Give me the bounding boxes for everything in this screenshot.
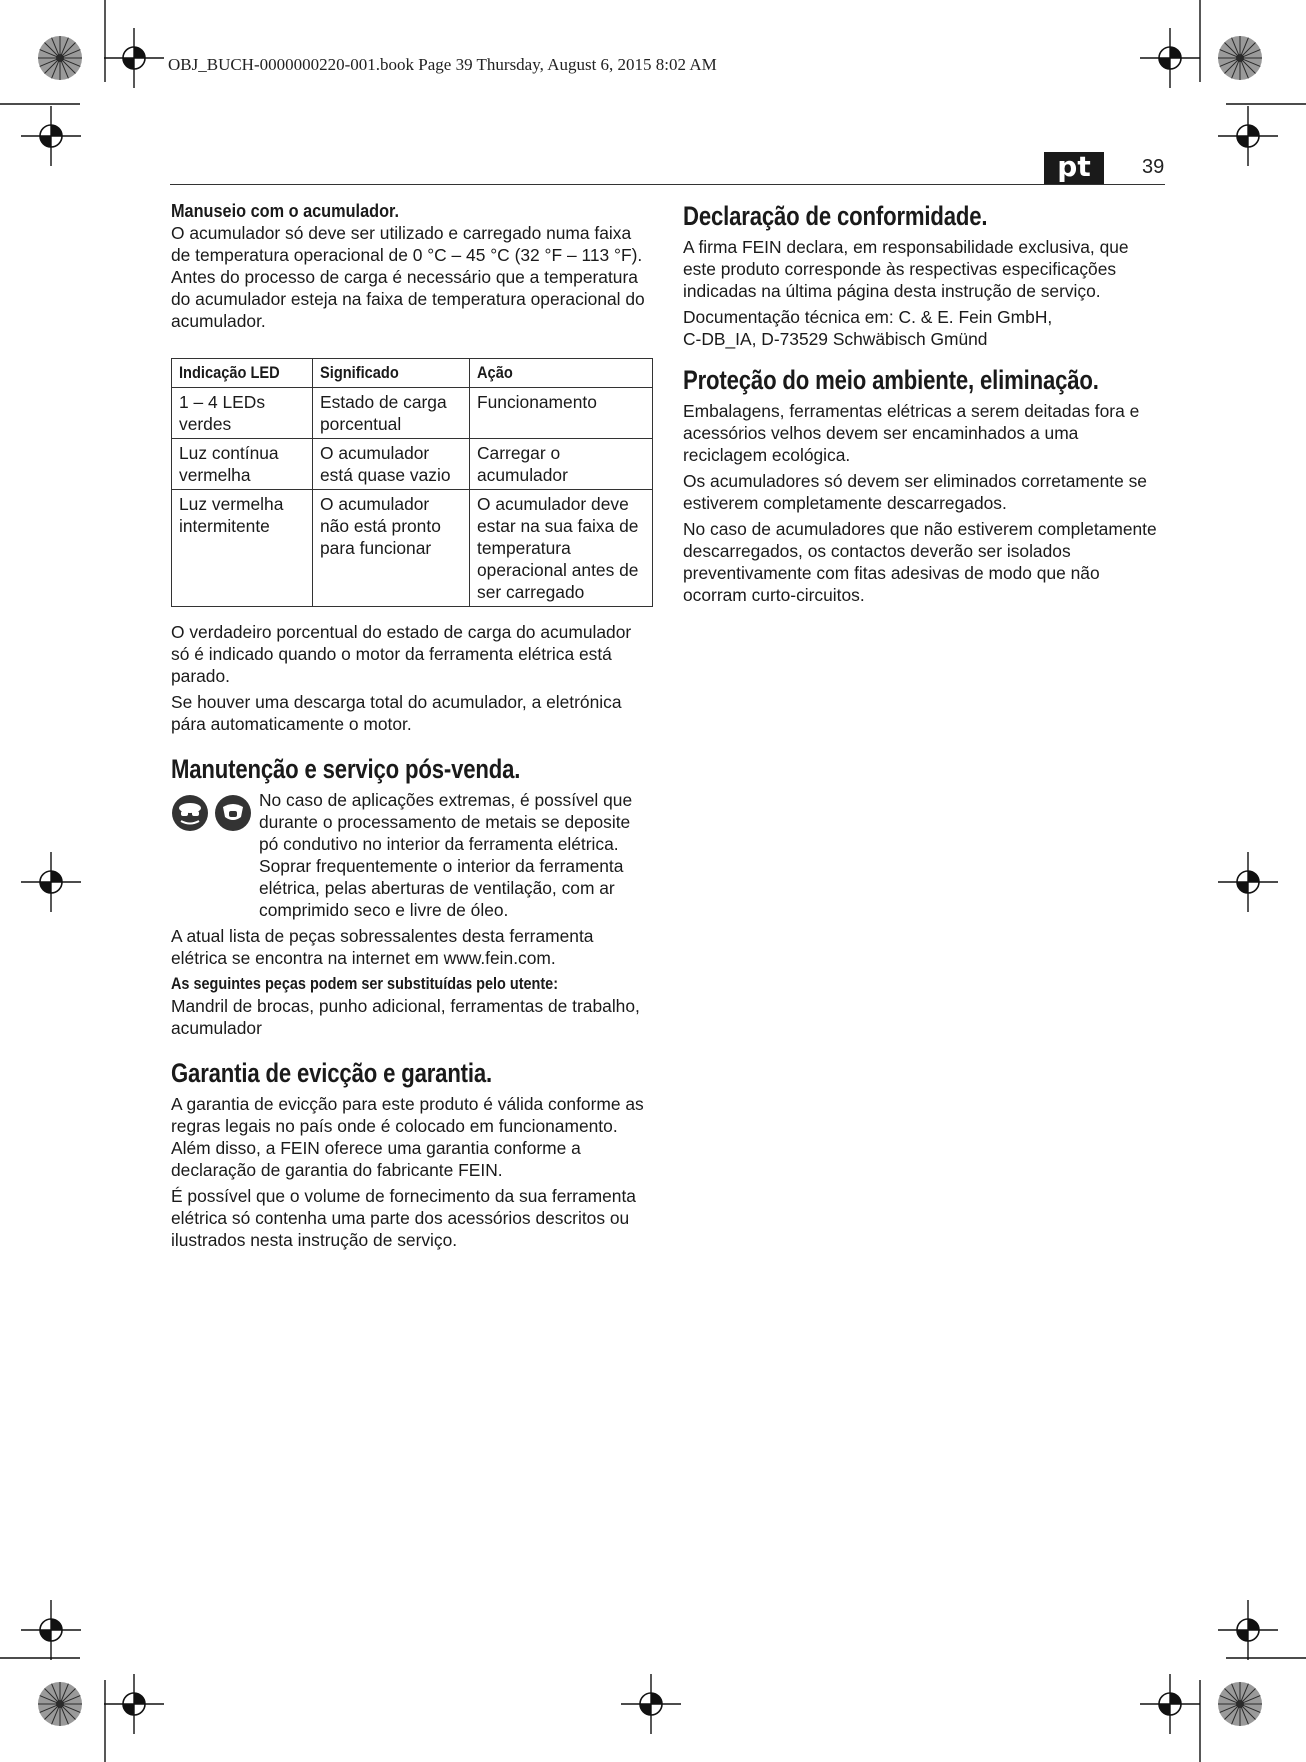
charge-state-note: O verdadeiro porcentual do estado de carga do acumulador só é indicado quando o motor da ferramenta elétrica está parado. <box>171 622 632 686</box>
maintenance-paragraph: No caso de aplicações extremas, é possível que durante o processamento de metais se deposite pó condutivo no interior da ferramenta elétrica. Soprar frequentemente o interior da ferramenta elétrica, pelas aberturas de ventilação, com ar comprimido seco e livre de óleo. <box>259 790 633 920</box>
table-cell: O acumulador não está pronto para funcionar <box>313 490 470 607</box>
table-cell: O acumulador está quase vazio <box>313 439 470 490</box>
table-cell: Funcionamento <box>470 388 653 439</box>
warranty-heading: Garantia de evicção e garantia. <box>171 1058 493 1088</box>
table-header-row <box>172 359 653 388</box>
replaceable-parts-heading: As seguintes peças podem ser substituídas pelo utente: <box>171 974 559 993</box>
eye-protection-icon <box>172 795 208 831</box>
left-column <box>171 200 654 1255</box>
right-column <box>683 200 1165 610</box>
environment-paragraph-2: Os acumuladores só devem ser eliminados corretamente se estiverem completamente descarregados. <box>683 471 1147 513</box>
table-cell: O acumulador deve estar na sua faixa de temperatura operacional antes de ser carregado <box>470 490 653 607</box>
table-header-cell: Ação <box>470 359 653 388</box>
header-rule <box>170 184 1165 185</box>
table-row <box>172 439 653 490</box>
deep-discharge-note: Se houver uma descarga total do acumulador, a eletrónica pára automaticamente o motor. <box>171 692 622 734</box>
conformity-paragraph: A firma FEIN declara, em responsabilidade exclusiva, que este produto corresponde às respectivas especificações indicadas na última página desta instrução de serviço. <box>683 237 1129 301</box>
table-header-cell: Significado <box>313 359 470 388</box>
table-cell: Estado de carga porcentual <box>313 388 470 439</box>
table-header-cell: Indicação LED <box>172 359 313 388</box>
table-row <box>172 490 653 607</box>
ppe-icons <box>171 793 255 833</box>
warranty-paragraph-1: A garantia de evicção para este produto é válida conforme as regras legais no país onde é colocado em funcionamento. Além disso, a FEIN oferece uma garantia conforme a declaração de garantia do fabricante FEIN. <box>171 1094 644 1180</box>
technical-doc-line-1: Documentação técnica em: C. & E. Fein GmbH, <box>683 307 1053 327</box>
table-cell: 1 – 4 LEDs verdes <box>172 388 313 439</box>
battery-paragraph: O acumulador só deve ser utilizado e carregado numa faixa de temperatura operacional de 0 °C – 45 °C (32 °F – 113 °F). Antes do processo de carga é necessário que a temperatura do acumulador esteja na faixa de temperatura operacional do acumulador. <box>171 223 645 331</box>
warranty-paragraph-2: É possível que o volume de fornecimento da sua ferramenta elétrica só contenha uma parte dos acessórios descritos ou ilustrados nesta instrução de serviço. <box>171 1186 636 1250</box>
technical-doc-line-2: C-DB_IA, D-73529 Schwäbisch Gmünd <box>683 329 988 349</box>
table-cell: Luz vermelha intermitente <box>172 490 313 607</box>
led-table <box>171 358 653 607</box>
environment-heading: Proteção do meio ambiente, eliminação. <box>683 365 1099 395</box>
replaceable-parts-list: Mandril de brocas, punho adicional, ferramentas de trabalho, acumulador <box>171 996 640 1038</box>
print-slug: OBJ_BUCH-0000000220-001.book Page 39 Thursday, August 6, 2015 8:02 AM <box>168 55 717 74</box>
table-row <box>172 388 653 439</box>
table-cell: Luz contínua vermelha <box>172 439 313 490</box>
table-cell: Carregar o acumulador <box>470 439 653 490</box>
page-number: 39 <box>1142 156 1165 178</box>
environment-paragraph-1: Embalagens, ferramentas elétricas a serem deitadas fora e acessórios velhos devem ser encaminhados a uma reciclagem ecológica. <box>683 401 1140 465</box>
battery-heading: Manuseio com o acumulador. <box>171 200 399 221</box>
parts-list-paragraph: A atual lista de peças sobressalentes desta ferramenta elétrica se encontra na internet em www.fein.com. <box>171 926 594 968</box>
maintenance-heading: Manutenção e serviço pós-venda. <box>171 754 521 784</box>
environment-paragraph-3: No caso de acumuladores que não estiverem completamente descarregados, os contactos deverão ser isolados preventivamente com fitas adesivas de modo que não ocorram curto-circuitos. <box>683 519 1157 605</box>
language-badge: pt <box>1044 152 1104 184</box>
maintenance-block <box>171 789 654 921</box>
conformity-heading: Declaração de conformidade. <box>683 201 988 231</box>
dust-mask-icon <box>215 795 251 831</box>
